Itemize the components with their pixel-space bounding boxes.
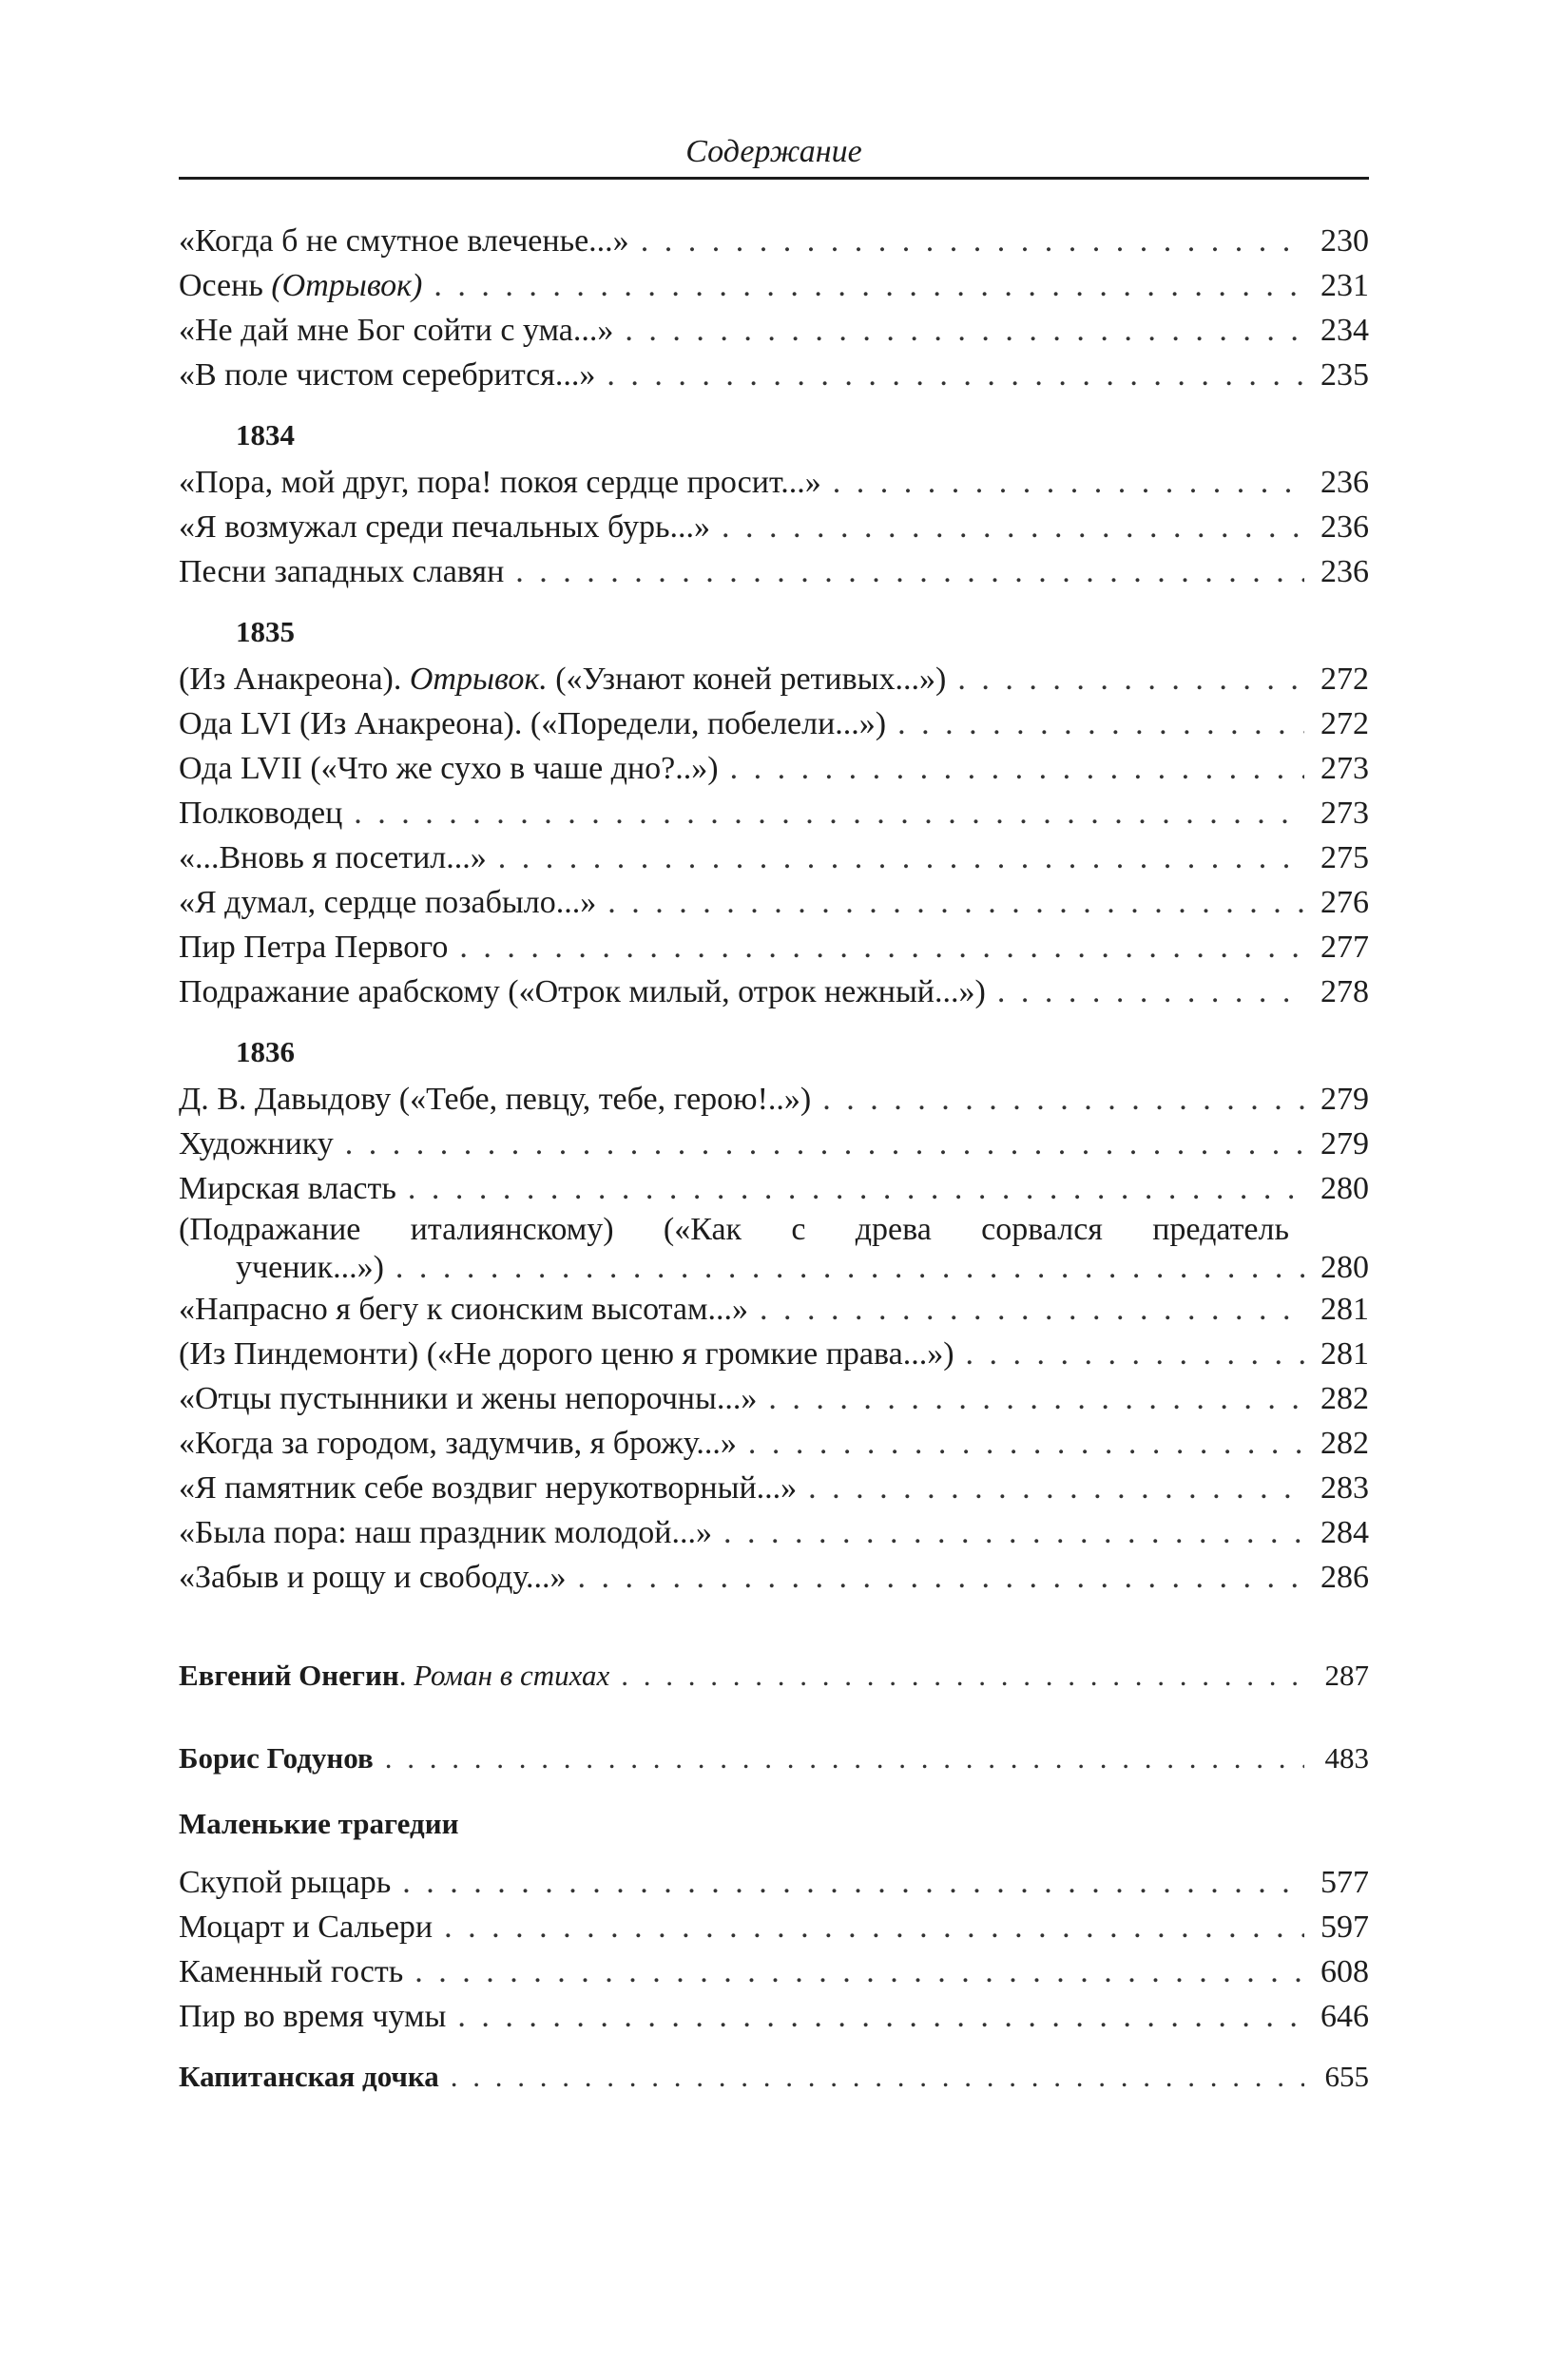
dot-leader <box>354 791 1304 835</box>
year-heading: 1835 <box>236 615 295 648</box>
toc-entry-onegin[interactable] <box>179 1653 1369 1698</box>
toc-entry-title: Д. В. Давыдову («Тебе, певцу, тебе, герою!..») <box>179 1082 812 1117</box>
dot-leader <box>760 1287 1304 1332</box>
toc-entry-page: 597 <box>1320 1910 1369 1945</box>
dot-leader <box>997 969 1304 1014</box>
toc-entry[interactable] <box>179 460 1369 505</box>
toc-entry-title-line2: ученик...») <box>236 1250 384 1285</box>
toc-entry-title: Полководец <box>179 796 343 831</box>
dot-leader <box>385 1736 1304 1780</box>
toc-entry-page: 286 <box>1320 1560 1369 1595</box>
toc-entry-title: «Была пора: наш праздник молодой...» <box>179 1515 712 1550</box>
toc-entry-godunov[interactable] <box>179 1736 1369 1780</box>
toc-entry[interactable] <box>179 1287 1369 1332</box>
toc-entry-title: Подражание арабскому («Отрок милый, отрок нежный...») <box>179 974 986 1009</box>
year-heading: 1836 <box>236 1035 295 1068</box>
dot-leader <box>498 835 1304 880</box>
toc-entry-page: 276 <box>1320 885 1369 920</box>
toc-entry-title: Мирская власть <box>179 1171 396 1206</box>
toc-entry-title: «Я думал, сердце позабыло...» <box>179 885 597 920</box>
toc-entry-title: Капитанская дочка <box>179 2060 439 2093</box>
dot-leader <box>748 1421 1304 1466</box>
toc-entry[interactable] <box>179 219 1369 263</box>
toc-entry-page: 284 <box>1320 1515 1369 1550</box>
toc-entry-title: Моцарт и Сальери <box>179 1910 434 1945</box>
toc-entry[interactable] <box>179 1949 1369 1994</box>
toc-entry-page: 234 <box>1320 313 1369 348</box>
toc-entry-page: 282 <box>1320 1426 1369 1461</box>
dot-leader <box>451 2054 1304 2099</box>
dot-leader <box>822 1077 1304 1122</box>
toc-entry-title: «...Вновь я посетил...» <box>179 840 487 875</box>
toc-entry-page: 272 <box>1320 706 1369 741</box>
header-rule <box>179 177 1369 180</box>
toc-entry[interactable] <box>179 549 1369 594</box>
toc-entry-title: «В поле чистом серебрится...» <box>179 357 596 393</box>
toc-entry-title: Пир во время чумы <box>179 1999 447 2034</box>
toc-entry-subtitle: (Отрывок) <box>271 268 423 303</box>
toc-entry-page: 277 <box>1320 930 1369 965</box>
toc-entry[interactable] <box>179 701 1369 746</box>
toc-entry-page: 236 <box>1320 509 1369 545</box>
toc-section-1835 <box>179 613 1369 1014</box>
toc-entry-title: «Пора, мой друг, пора! покоя сердце просит...» <box>179 465 821 500</box>
toc-entry-page: 236 <box>1320 465 1369 500</box>
toc-entry-page: 287 <box>1324 1659 1369 1692</box>
dot-leader <box>345 1122 1304 1166</box>
toc-entry-captains-daughter[interactable] <box>179 2054 1369 2099</box>
dot-leader <box>808 1466 1304 1510</box>
toc-entry[interactable] <box>179 969 1369 1014</box>
toc-entry-page: 275 <box>1320 840 1369 875</box>
toc-entry-title: «Отцы пустынники и жены непорочны...» <box>179 1381 758 1416</box>
toc-entry-title-line2-row <box>179 1249 1369 1287</box>
toc-entry[interactable] <box>179 308 1369 353</box>
toc-entry-title: Борис Годунов <box>179 1741 374 1775</box>
toc-section-1834 <box>179 416 1369 594</box>
toc-entry-title-line1: (Подражание италиянскому) («Как с древа сорвался предатель <box>179 1212 1289 1247</box>
toc-entry-page: 278 <box>1320 974 1369 1009</box>
dot-leader <box>966 1332 1304 1376</box>
dot-leader <box>723 1510 1304 1555</box>
toc-entry-page: 272 <box>1320 662 1369 697</box>
toc-entry-title: Художнику <box>179 1126 334 1161</box>
toc-entry[interactable] <box>179 1860 1369 1905</box>
toc-entry-title: Осень (Отрывок) <box>179 268 423 303</box>
dot-leader <box>515 549 1304 594</box>
dot-leader <box>434 263 1304 308</box>
dot-leader <box>897 701 1304 746</box>
toc-entry[interactable] <box>179 657 1369 701</box>
toc-entry[interactable] <box>179 746 1369 791</box>
toc-entry-title: «Не дай мне Бог сойти с ума...» <box>179 313 614 348</box>
toc-entry-title: Каменный гость <box>179 1954 404 1989</box>
toc-entry[interactable] <box>179 1077 1369 1122</box>
toc-entry-page: 230 <box>1320 223 1369 259</box>
dot-leader <box>402 1860 1304 1905</box>
toc-entry[interactable] <box>179 505 1369 549</box>
toc-entry-page: 646 <box>1320 1999 1369 2034</box>
dot-leader <box>457 1994 1304 2039</box>
toc-entry-title: «Забыв и рощу и свободу...» <box>179 1560 567 1595</box>
toc-entry-page: 281 <box>1320 1336 1369 1372</box>
toc-entry-page: 282 <box>1320 1381 1369 1416</box>
toc-entry-title: Евгений Онегин. Роман в стихах <box>179 1659 610 1692</box>
toc-entry-title: Ода LVII («Что же сухо в чаше дно?..») <box>179 751 719 786</box>
toc-entry[interactable] <box>179 1166 1369 1211</box>
toc-entry-page: 280 <box>1320 1250 1369 1285</box>
toc-entry-title: Песни западных славян <box>179 554 505 589</box>
toc-entry-page: 608 <box>1320 1954 1369 1989</box>
toc-entry-page: 231 <box>1320 268 1369 303</box>
toc-entry-title: Пир Петра Первого <box>179 930 449 965</box>
toc-entry[interactable] <box>179 791 1369 835</box>
toc-entry-title: «Я возмужал среди печальных бурь...» <box>179 509 711 545</box>
toc-entry-title: «Когда за городом, задумчив, я брожу...» <box>179 1426 737 1461</box>
toc-entry-title: «Когда б не смутное влеченье...» <box>179 223 629 259</box>
year-heading: 1834 <box>236 418 295 451</box>
toc-entry-wrapped[interactable] <box>179 1211 1369 1287</box>
table-of-contents <box>179 219 1369 2099</box>
toc-entry[interactable] <box>179 925 1369 969</box>
toc-entry-page: 273 <box>1320 796 1369 831</box>
toc-entry-title: (Из Анакреона). Отрывок. («Узнают коней ретивых...») <box>179 662 947 697</box>
toc-entry[interactable] <box>179 1421 1369 1466</box>
dot-leader <box>459 925 1304 969</box>
toc-entry-page: 483 <box>1324 1741 1369 1775</box>
toc-entry-page: 279 <box>1320 1126 1369 1161</box>
dot-leader <box>833 460 1304 505</box>
toc-entry-page: 280 <box>1320 1171 1369 1206</box>
spacer <box>179 1698 1369 1736</box>
dot-leader <box>578 1555 1304 1600</box>
spacer <box>179 1600 1369 1653</box>
toc-entry-title: (Из Пиндемонти) («Не дорого ценю я громкие права...») <box>179 1336 954 1372</box>
dot-leader <box>722 505 1304 549</box>
dot-leader <box>408 1166 1304 1211</box>
dot-leader <box>607 880 1304 925</box>
toc-entry-page: 283 <box>1320 1470 1369 1506</box>
dot-leader <box>444 1905 1304 1949</box>
dot-leader <box>621 1653 1304 1698</box>
dot-leader <box>607 353 1304 397</box>
toc-entry[interactable] <box>179 1555 1369 1600</box>
toc-entry[interactable] <box>179 1994 1369 2039</box>
toc-entry-page: 236 <box>1320 554 1369 589</box>
toc-entry-page: 279 <box>1320 1082 1369 1117</box>
toc-entry-page: 281 <box>1320 1292 1369 1327</box>
toc-entry[interactable] <box>179 835 1369 880</box>
toc-section-1833-tail <box>179 219 1369 397</box>
group-heading: Маленькие трагедии <box>179 1807 459 1840</box>
toc-entry[interactable] <box>179 1905 1369 1949</box>
dot-leader <box>395 1249 1304 1287</box>
toc-entry[interactable] <box>179 1466 1369 1510</box>
toc-section-1836 <box>179 1033 1369 1600</box>
dot-leader <box>625 308 1304 353</box>
toc-entry-page: 655 <box>1324 2060 1369 2093</box>
spacer <box>179 2039 1369 2054</box>
dot-leader <box>414 1949 1304 1994</box>
toc-entry-title: Ода LVI (Из Анакреона). («Поредели, побелели...») <box>179 706 887 741</box>
toc-entry[interactable] <box>179 880 1369 925</box>
toc-entry-title: «Я памятник себе воздвиг нерукотворный...» <box>179 1470 798 1506</box>
dot-leader <box>768 1376 1304 1421</box>
toc-entry[interactable] <box>179 1122 1369 1166</box>
dot-leader <box>730 746 1304 791</box>
toc-entry-page: 577 <box>1320 1865 1369 1900</box>
toc-entry[interactable] <box>179 353 1369 397</box>
dot-leader <box>957 657 1304 701</box>
toc-entry[interactable] <box>179 263 1369 308</box>
toc-entry[interactable] <box>179 1510 1369 1555</box>
toc-entry-title: Скупой рыцарь <box>179 1865 392 1900</box>
toc-entry-page: 273 <box>1320 751 1369 786</box>
toc-entry-title: «Напрасно я бегу к сионским высотам...» <box>179 1292 749 1327</box>
toc-entry-page: 235 <box>1320 357 1369 393</box>
dot-leader <box>641 219 1304 263</box>
toc-entry[interactable] <box>179 1332 1369 1376</box>
toc-entry[interactable] <box>179 1376 1369 1421</box>
running-head: Содержание <box>685 134 862 169</box>
